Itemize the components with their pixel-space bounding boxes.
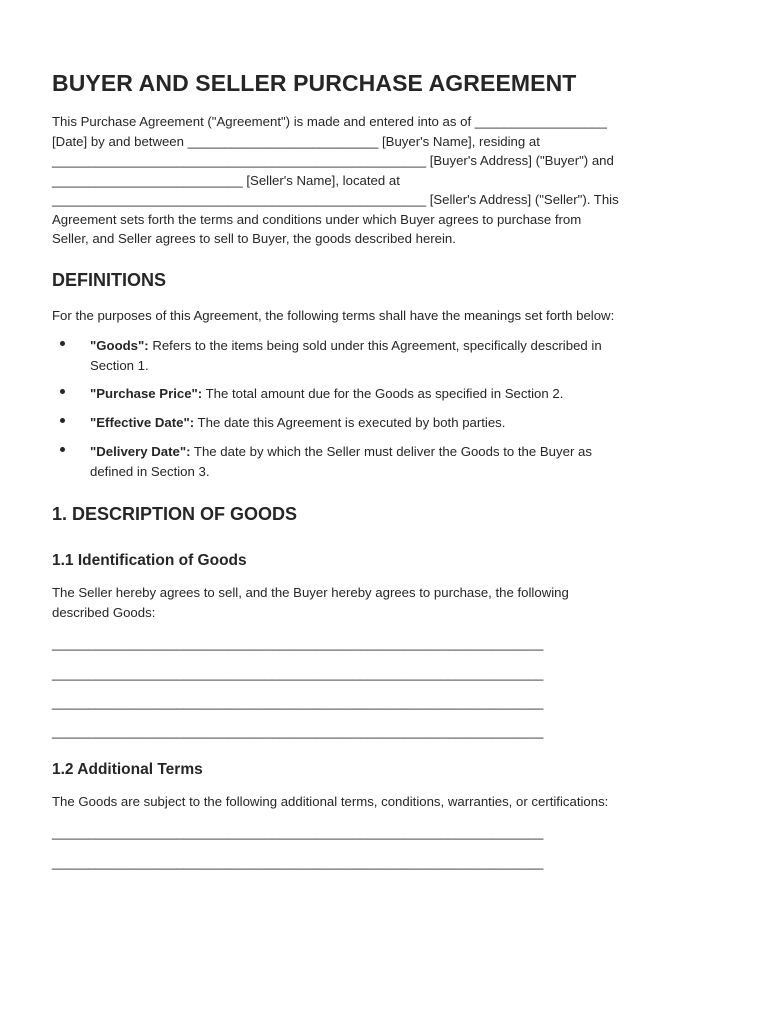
bullet-icon: [60, 341, 65, 346]
section1-1-paragraph: [52, 583, 569, 622]
definition-text: [90, 336, 602, 375]
goods-blank-line: ___________________________________________________________________: [52, 695, 544, 710]
terms-blank-line: ___________________________________________________________________: [52, 825, 544, 840]
intro-line: This Purchase Agreement ("Agreement") is made and entered into as of __________________: [52, 114, 607, 129]
bullet-icon: [60, 418, 65, 423]
definition-term: "Effective Date":: [90, 415, 195, 430]
section1-2-paragraph: The Goods are subject to the following additional terms, conditions, warranties, or certifications:: [52, 794, 609, 809]
definition-desc: defined in Section 3.: [90, 463, 210, 479]
intro-paragraph: [52, 112, 619, 249]
goods-blank-line: ___________________________________________________________________: [52, 666, 544, 681]
intro-line: __________________________ [Seller's Name], located at: [52, 172, 400, 188]
intro-line: Seller, and Seller agrees to sell to Buyer, the goods described herein.: [52, 231, 456, 246]
section1-1-heading: 1.1 Identification of Goods: [52, 552, 247, 569]
definition-term: "Goods":: [90, 338, 149, 353]
intro-line: [Date] by and between __________________________ [Buyer's Name], residing at: [52, 133, 540, 149]
definitions-heading: DEFINITIONS: [52, 270, 167, 290]
section1-1-line: described Goods:: [52, 604, 156, 620]
section1-heading: 1. DESCRIPTION OF GOODS: [52, 504, 298, 524]
definition-text: [90, 442, 592, 481]
definition-term: "Delivery Date":: [90, 444, 191, 459]
definition-text: [90, 413, 505, 433]
section1-2-heading: 1.2 Additional Terms: [52, 761, 203, 778]
definition-term: "Purchase Price":: [90, 386, 203, 401]
goods-blank-line: ___________________________________________________________________: [52, 636, 544, 651]
bullet-icon: [60, 447, 65, 452]
definition-desc: The date by which the Seller must deliver the Goods to the Buyer as: [190, 444, 592, 459]
intro-line: ___________________________________________________ [Seller's Address] ("Seller"). This: [52, 192, 619, 207]
definitions-intro: For the purposes of this Agreement, the following terms shall have the meanings set forth below:: [52, 308, 615, 323]
definition-desc: The date this Agreement is executed by both parties.: [194, 415, 506, 430]
definition-text: [90, 384, 563, 404]
document-title: BUYER AND SELLER PURCHASE AGREEMENT: [52, 70, 577, 96]
intro-line: ___________________________________________________ [Buyer's Address] ("Buyer") and: [52, 153, 614, 168]
definition-desc: Refers to the items being sold under this Agreement, specifically described in: [148, 338, 602, 353]
section1-1-line: The Seller hereby agrees to sell, and the Buyer hereby agrees to purchase, the following: [52, 585, 569, 600]
terms-blank-line: ___________________________________________________________________: [52, 855, 544, 870]
definition-desc: The total amount due for the Goods as specified in Section 2.: [202, 386, 564, 401]
goods-blank-line: ___________________________________________________________________: [52, 724, 544, 739]
intro-line: Agreement sets forth the terms and conditions under which Buyer agrees to purchase from: [52, 211, 582, 227]
definition-desc: Section 1.: [90, 357, 149, 373]
bullet-icon: [60, 389, 65, 394]
